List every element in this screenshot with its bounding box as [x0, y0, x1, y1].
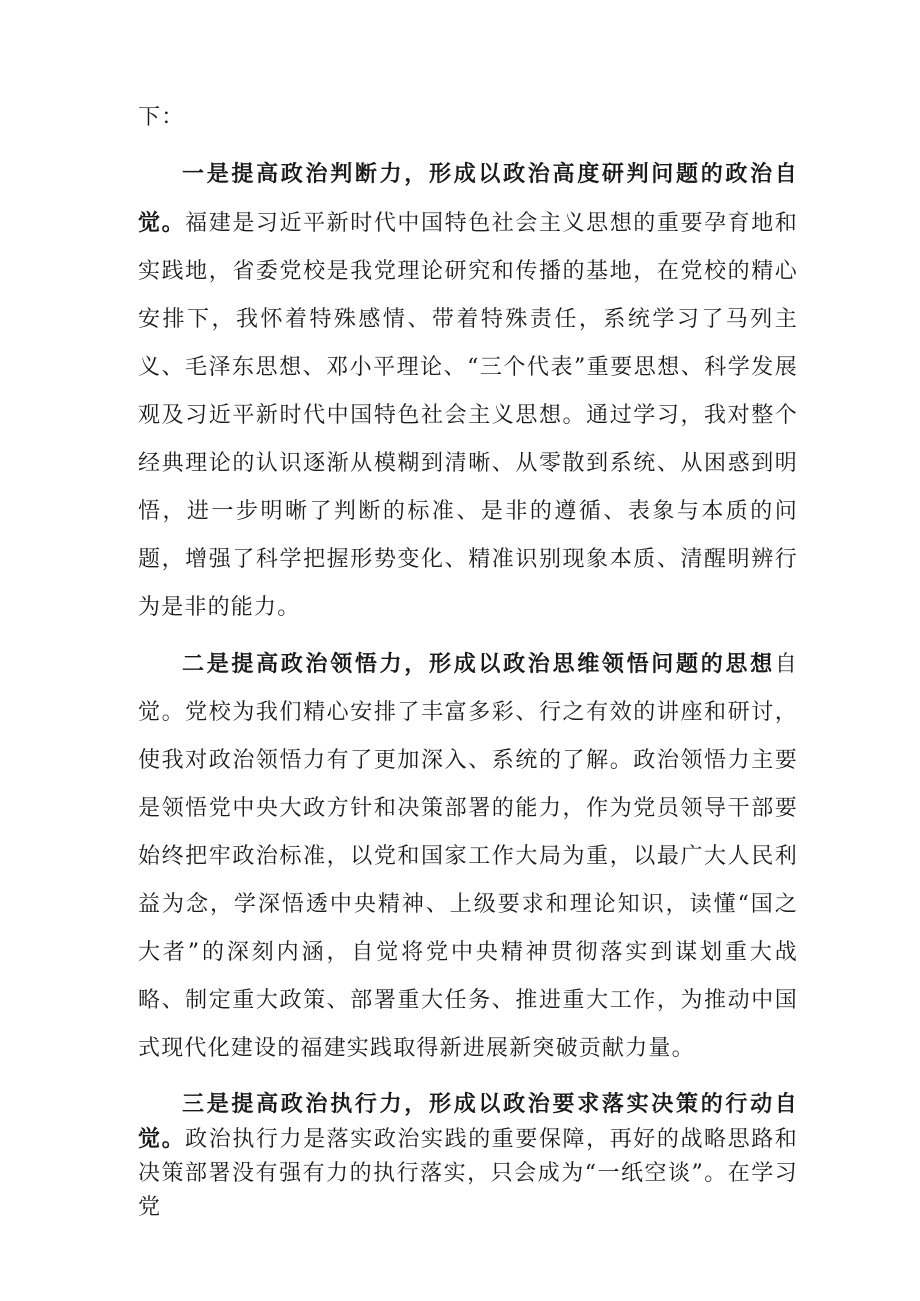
section-2-heading: 二是提高政治领悟力，形成以政治思维领悟问题的思想: [182, 651, 775, 677]
section-3-heading: 三是提高政治执行力，形成以政治要求落实决策的行动自觉。: [138, 1091, 798, 1152]
section-1-heading: 一是提高政治判断力，形成以政治高度研判问题的政治自觉。: [138, 161, 798, 236]
section-3-body: 政治执行力是落实政治实践的重要保障，再好的战略思路和决策部署没有强有力的执行落实，只会成为“一纸空谈”。在学习党: [138, 1127, 798, 1220]
opening-line: 下：: [138, 105, 185, 130]
section-2-body: 党校为我们精心安排了丰富多彩、行之有效的讲座和研讨，使我对政治领悟力有了更加深入、系统的了解。政治领悟力主要是领悟党中央大政方针和决策部署的能力，作为党员领导干部要始终把牢政治标准，以党和国家工作大局为重，以最广大人民利益为念，学深悟透中央精神、上级要求和理论知识，读懂“国之大者”的深刻内涵，自觉将党中央精神贯彻落实到谋划重大战略、制定重大政策、部署重大任务、推进重大工作，为推动中国式现代化建设的福建实践取得新进展新突破贡献力量。: [138, 700, 798, 1061]
section-2-paragraph: [138, 640, 798, 1073]
section-1-paragraph: [138, 150, 798, 632]
section-2-heading-tail: 自觉。: [138, 652, 798, 725]
document-body: [138, 94, 798, 1225]
section-3-paragraph: [138, 1087, 798, 1225]
section-1-body: 福建是习近平新时代中国特色社会主义思想的重要孕育地和实践地，省委党校是我党理论研究和传播的基地，在党校的精心安排下，我怀着特殊感情、带着特殊责任，系统学习了马列主义、毛泽东思想、邓小平理论、“三个代表”重要思想、科学发展观及习近平新时代中国特色社会主义思想。通过学习，我对整个经典理论的认识逐渐从模糊到清晰、从零散到系统、从困惑到明悟，进一步明晰了判断的标准、是非的遵循、表象与本质的问题，增强了科学把握形势变化、精准识别现象本质、清醒明辨行为是非的能力。: [138, 211, 798, 620]
